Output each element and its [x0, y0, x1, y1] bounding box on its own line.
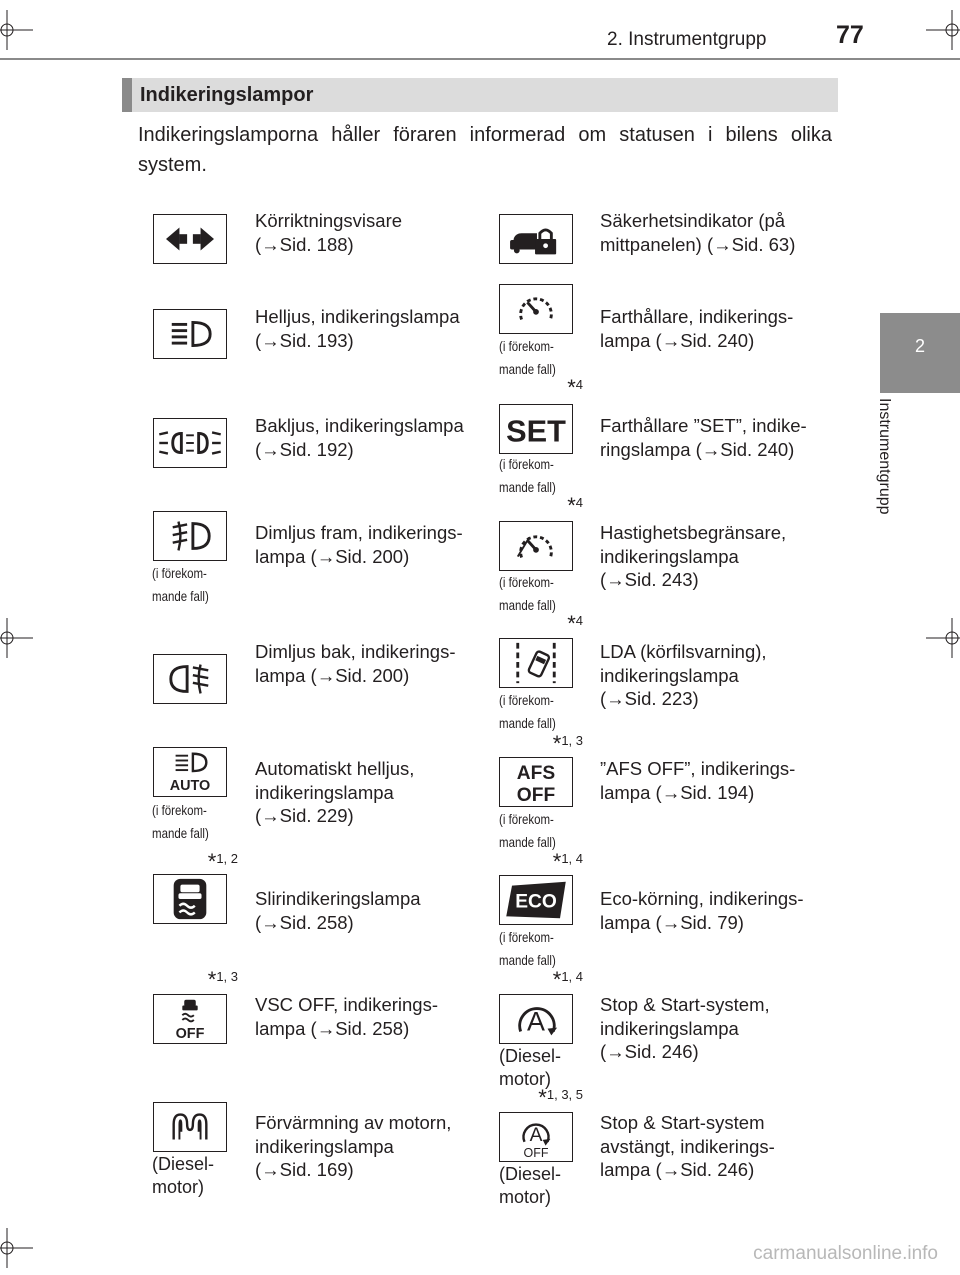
chapter-side-label-text: Instrumentgrupp: [876, 398, 893, 515]
indicator-description: Dimljus fram, indikerings- lampa (→Sid. 200): [255, 522, 463, 567]
crop-mark-top-left: [0, 10, 39, 50]
indicator-description: Farthållare, indikerings- lampa (→Sid. 240): [600, 306, 794, 351]
indicator-description: ”AFS OFF”, indikerings- lampa (→Sid. 194): [600, 758, 796, 803]
availability-note: (i förekom- mande fall): [152, 565, 209, 604]
speed-limiter-icon: [499, 521, 573, 571]
svg-text:AFS: AFS: [516, 763, 556, 785]
section-heading-text: Indikeringslampor: [140, 84, 314, 106]
availability-note: (i förekom- mande fall): [499, 811, 556, 850]
indicator-description: Säkerhetsindikator (på mittpanelen) (→Sid. 63): [600, 210, 796, 255]
indicator-description: Hastighetsbegränsare, indikeringslampa (→Sid. 243): [600, 522, 787, 590]
header-rule: [0, 58, 960, 60]
chapter-tab: [880, 313, 960, 393]
indicator-description: VSC OFF, indikerings- lampa (→Sid. 258): [255, 994, 438, 1039]
page-number: 77: [836, 21, 864, 49]
lane-departure-icon: [499, 638, 573, 688]
stop-start-icon: [499, 994, 573, 1044]
chapter-side-label: [868, 398, 918, 548]
front-fog-icon: [153, 511, 227, 561]
intro-paragraph: Indikeringslamporna håller föraren informerad om statusen i bilens olika system.: [138, 124, 832, 176]
vsc-off-icon: [153, 994, 227, 1044]
crop-mark-mid-left: [0, 618, 39, 658]
cruise-control-icon: [499, 284, 573, 334]
availability-note: (i förekom- mande fall): [499, 456, 556, 495]
crop-mark-top-right: [922, 10, 960, 50]
svg-text:OFF: OFF: [523, 1146, 549, 1161]
cruise-set-icon-text: SET: [506, 413, 566, 449]
auto-high-beam-icon: [153, 747, 227, 797]
indicator-description: Dimljus bak, indikerings- lampa (→Sid. 200): [255, 641, 456, 686]
indicator-description: Bakljus, indikeringslampa (→Sid. 192): [255, 415, 464, 460]
vsc-off-icon-text: OFF: [175, 1026, 205, 1043]
stop-start-icon-text: A: [527, 1006, 545, 1037]
svg-text:OFF: OFF: [516, 785, 556, 806]
slip-indicator-icon: [153, 874, 227, 924]
indicator-description: Körriktningsvisare (→Sid. 188): [255, 210, 403, 255]
availability-note: (i förekom- mande fall): [499, 692, 556, 731]
footnote-marker: *4: [567, 611, 583, 636]
footnote-marker: *1, 2: [207, 849, 238, 874]
section-heading: [122, 78, 838, 112]
chapter-tab-number: 2: [914, 336, 925, 356]
crop-mark-bottom-left: [0, 1228, 39, 1268]
indicator-description: Förvärmning av motorn, indikeringslampa (→Sid. 169): [255, 1112, 452, 1180]
footnote-marker: *4: [567, 375, 583, 400]
tail-light-icon: [153, 418, 227, 468]
availability-note: (Diesel- motor): [499, 1164, 562, 1207]
availability-note: (Diesel- motor): [499, 1046, 562, 1089]
eco-icon: [499, 875, 573, 925]
indicator-description: Farthållare ”SET”, indike- ringslampa (→Sid. 240): [600, 415, 807, 460]
indicator-description: LDA (körfilsvarning), indikeringslampa (→Sid. 223): [600, 641, 767, 709]
footnote-marker: *1, 3, 5: [538, 1085, 583, 1110]
footnote-marker: *1, 4: [552, 849, 583, 874]
svg-text:A: A: [529, 1124, 543, 1146]
stop-start-off-icon: [499, 1112, 573, 1162]
indicator-description: Eco-körning, indikerings- lampa (→Sid. 79): [600, 888, 804, 933]
afs-off-icon: [499, 757, 573, 807]
crop-mark-mid-right: [922, 618, 960, 658]
running-header: 2. Instrumentgrupp: [607, 29, 767, 50]
availability-note: (i förekom- mande fall): [152, 802, 209, 841]
availability-note: (i förekom- mande fall): [499, 929, 556, 968]
high-beam-icon: [153, 309, 227, 359]
footnote-marker: *1, 4: [552, 967, 583, 992]
security-indicator-icon: [499, 214, 573, 264]
availability-note: (i förekom- mande fall): [499, 574, 556, 613]
turn-signal-icon: [153, 214, 227, 264]
auto-high-beam-icon-text: AUTO: [169, 778, 211, 795]
footnote-marker: *1, 3: [552, 731, 583, 756]
indicator-description: Helljus, indikeringslampa (→Sid. 193): [255, 306, 460, 351]
eco-icon-text: ECO: [515, 891, 557, 913]
availability-note: (i förekom- mande fall): [499, 338, 556, 377]
indicator-description: Stop & Start-system avstängt, indikerings- lampa (→Sid. 246): [600, 1112, 775, 1180]
availability-note: (Diesel- motor): [152, 1154, 215, 1197]
rear-fog-icon: [153, 654, 227, 704]
indicator-description: Slirindikeringslampa (→Sid. 258): [255, 888, 421, 933]
indicator-description: Stop & Start-system, indikeringslampa (→Sid. 246): [600, 994, 770, 1062]
cruise-set-icon: [499, 404, 573, 454]
indicator-description: Automatiskt helljus, indikeringslampa (→Sid. 229): [255, 758, 415, 826]
footnote-marker: *4: [567, 493, 583, 518]
watermark: carmanualsonline.info: [753, 1243, 938, 1264]
footnote-marker: *1, 3: [207, 967, 238, 992]
glow-plug-icon: [153, 1102, 227, 1152]
